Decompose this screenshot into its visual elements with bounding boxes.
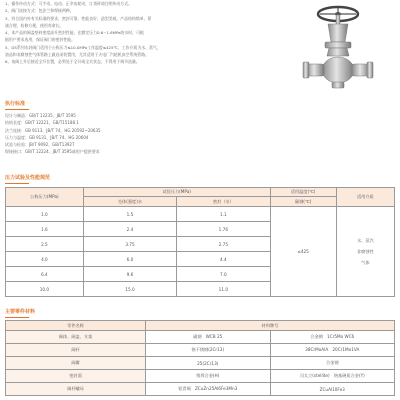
pressure-test-table bbox=[5, 187, 395, 297]
table-row bbox=[6, 370, 395, 383]
cell-part-name: 阀杆 bbox=[6, 344, 146, 357]
col-header-seal-test: 密封（水） bbox=[177, 197, 270, 207]
col-header-test-pressure: 试验压力(MPa) bbox=[83, 188, 270, 197]
cell-nominal-pressure: 1.6 bbox=[6, 222, 84, 237]
pressure-table-heading: 压力试验及性能规范 bbox=[5, 174, 50, 184]
medium-line: 气体 bbox=[361, 260, 370, 265]
intro-text bbox=[5, 0, 290, 66]
cell-material: 38CrMoAlA 20Cr1Mo1VA bbox=[270, 344, 395, 357]
table-row bbox=[6, 207, 395, 222]
table-row bbox=[6, 344, 395, 357]
intro-line: 6、该阀上升后接近全开位置，必须处于全开或全关状态，不得用于调节流量。 bbox=[5, 59, 140, 65]
cell-material: 25(2Cr13) bbox=[146, 357, 270, 370]
cell-material: 铬不锈钢(2Cr13) bbox=[146, 344, 270, 357]
table-row bbox=[6, 331, 395, 344]
cell-seal-pressure: 1.76 bbox=[177, 222, 270, 237]
cell-material: 堆焊合金(H) bbox=[146, 370, 270, 383]
cell-material: 合金钢 bbox=[270, 357, 395, 370]
intro-line: 5、DS系列水封阀门适用于公称压力≤10.0MPa工作温度≤425℃，工作介质为水、蒸气、 bbox=[5, 44, 161, 50]
cell-seal-pressure: 1.1 bbox=[177, 207, 270, 222]
col-header-material-grade: 材料牌号 bbox=[146, 321, 395, 331]
cell-part-name: 阀体、阀盖、支架 bbox=[6, 331, 146, 344]
cell-nominal-pressure: 2.5 bbox=[6, 237, 84, 252]
cell-shell-pressure: 9.6 bbox=[83, 267, 176, 282]
globe-valve-illustration bbox=[300, 0, 375, 95]
cell-shell-pressure: 6.0 bbox=[83, 252, 176, 267]
cell-material: 碳钢 WCB 25 bbox=[146, 331, 270, 344]
intro-line: 4、本产品的阀盖垫料密度高升密封性能，在额定压力0.6~1.6MPa的水时，可根 bbox=[5, 30, 144, 36]
standard-line: 法兰连接：GB 9113、JB/T 74、HG 20592~20635 bbox=[5, 127, 101, 133]
intro-line: 油品和非腐蚀性气体管路上做启闭装置用，尤其适用于火电厂汽轮机真空系统管路。 bbox=[5, 52, 149, 58]
col-header-carbon-steel-temp: 碳钢(℃) bbox=[270, 197, 336, 207]
cell-material: 司太立(stellite) 铬基硬质合金(Y) bbox=[270, 370, 395, 383]
cell-temperature: ≤425 bbox=[270, 207, 336, 297]
col-header-medium: 适用介质 bbox=[336, 188, 394, 207]
intro-line: 据用户要求选用，保证阀门的密封性能。 bbox=[5, 37, 76, 43]
cell-nominal-pressure: 4.0 bbox=[6, 252, 84, 267]
medium-line: 非腐蚀性 bbox=[356, 249, 374, 254]
standards-heading: 执行标准 bbox=[5, 100, 29, 110]
col-header-nominal-pressure: 公称压力(MPa) bbox=[6, 188, 84, 207]
cell-part-name: 密封面 bbox=[6, 370, 146, 383]
cell-material: ZCuAl10Fe3 bbox=[270, 383, 395, 396]
intro-line: 凑合理，检修方便，使用寿命长。 bbox=[5, 22, 64, 28]
cell-material: 合金钢 1Cr5Mo WC6 bbox=[270, 331, 395, 344]
cell-shell-pressure: 1.5 bbox=[83, 207, 176, 222]
standard-line: 焊接接口：GB/T 12224、JB/T 3595或用户提供要求 bbox=[5, 149, 100, 155]
standards-list bbox=[5, 112, 225, 156]
materials-table-heading: 主要零件材料 bbox=[5, 308, 35, 318]
standard-line: 设计与制造：GB/T 12235、JB/T 3595 bbox=[5, 113, 76, 118]
cell-seal-pressure: 2.75 bbox=[177, 237, 270, 252]
cell-seal-pressure: 4.4 bbox=[177, 252, 270, 267]
col-header-temperature: 适用温度(℃) bbox=[270, 188, 336, 197]
intro-line: 3、符合国内外有关标准的要求，密封可靠，性能良好，造型美观，产品结构简单，紧 bbox=[5, 15, 152, 21]
cell-shell-pressure: 2.4 bbox=[83, 222, 176, 237]
cell-shell-pressure: 15.0 bbox=[83, 282, 176, 297]
standard-line: 试验与检验：JB/T 9092、GB/T13927 bbox=[5, 142, 75, 148]
cell-material: 铝青铜 ZCuZn25Al6Fe3Mn3 bbox=[146, 383, 270, 396]
standard-line: 结构长度：GB/T 12221、GB/T15188.1 bbox=[5, 120, 79, 126]
table-row bbox=[6, 357, 395, 370]
col-header-shell-test: 壳体(强度)水 bbox=[83, 197, 176, 207]
cell-part-name: 阀瓣 bbox=[6, 357, 146, 370]
materials-table bbox=[5, 320, 395, 396]
table-row bbox=[6, 383, 395, 396]
cell-part-name: 阀杆螺母 bbox=[6, 383, 146, 396]
intro-line: 2、阀门连接方式：包法兰和焊接两种。 bbox=[5, 8, 74, 14]
intro-line: 1、操作传动方式：可手动、电动、正伞齿轮动，订货时请注明传动方式。 bbox=[5, 1, 132, 6]
cell-shell-pressure: 3.75 bbox=[83, 237, 176, 252]
medium-line: 水、蒸汽 bbox=[356, 238, 374, 243]
col-header-part-name: 零件名称 bbox=[6, 321, 146, 331]
standard-line: 压力与温度：GB 9131、JB/T 74、HG 20604 bbox=[5, 134, 89, 140]
cell-nominal-pressure: 6.4 bbox=[6, 267, 84, 282]
cell-nominal-pressure: 1.0 bbox=[6, 207, 84, 222]
cell-seal-pressure: 11.0 bbox=[177, 282, 270, 297]
cell-medium bbox=[336, 207, 394, 297]
cell-nominal-pressure: 10.0 bbox=[6, 282, 84, 297]
cell-seal-pressure: 7.0 bbox=[177, 267, 270, 282]
